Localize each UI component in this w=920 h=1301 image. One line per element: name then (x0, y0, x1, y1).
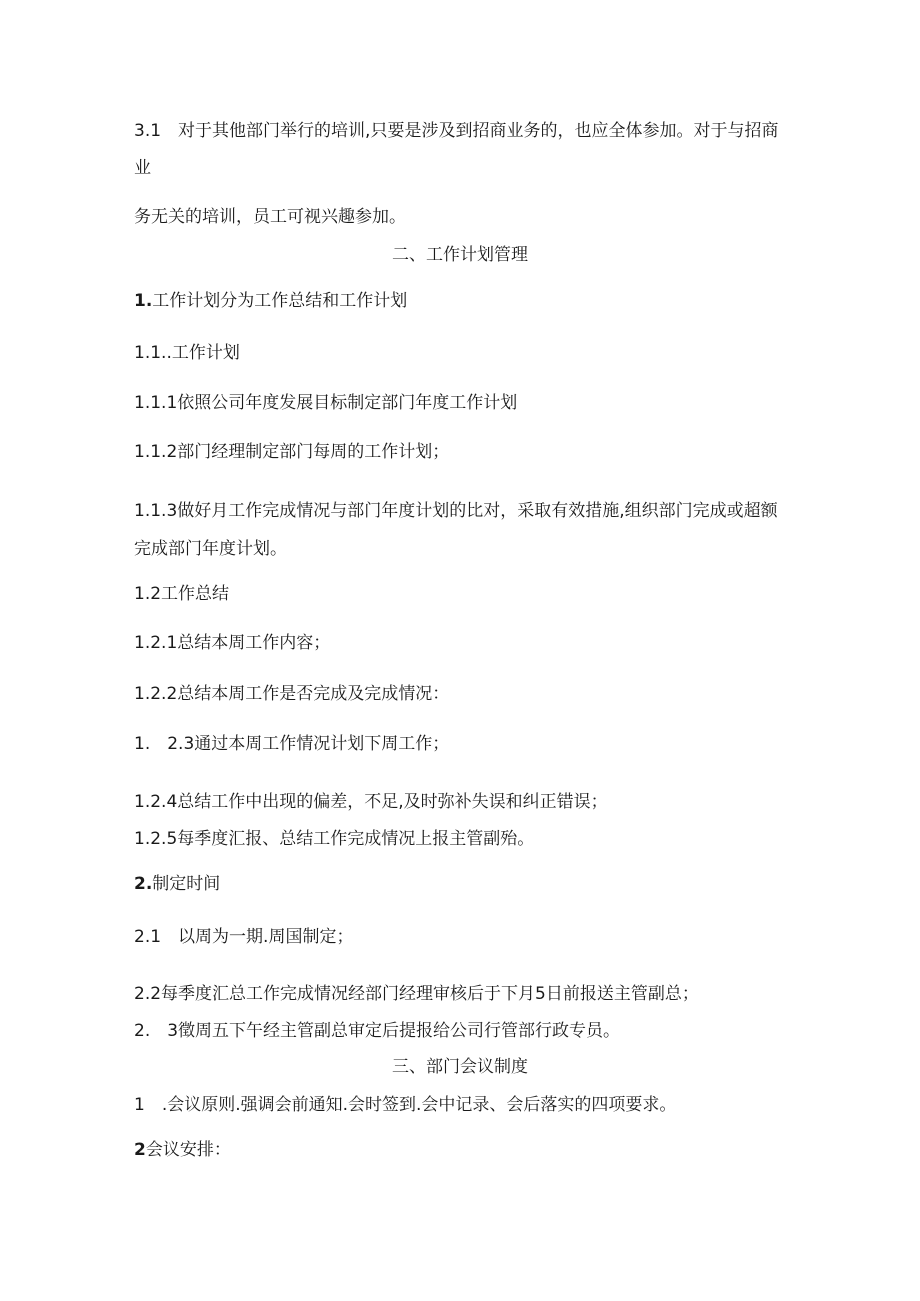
heading-number: 2 (134, 1140, 146, 1160)
heading-text: 工作计划分为工作总结和工作计划 (152, 291, 408, 311)
paragraph-line: 1.1.3做好月工作完成情况与部门年度计划的比对，采取有效措施,组织部门完成或超额 (134, 501, 778, 521)
paragraph-line: 2.1 以周为一期.周国制定； (134, 927, 354, 947)
heading-number: 2. (134, 874, 153, 894)
paragraph-line: 1.2.2总结本周工作是否完成及完成情况： (134, 684, 450, 704)
paragraph-line: 1.1.2部门经理制定部门每周的工作计划； (134, 442, 450, 462)
paragraph-line: 3.1 对于其他部门举行的培训,只要是涉及到招商业务的，也应全体参加。对于与招商 (134, 121, 779, 141)
paragraph-line: 1.2.1总结本周工作内容； (134, 633, 331, 653)
numbered-heading (134, 873, 220, 895)
paragraph-line: 2. 3徵周五下午经主管副总审定后提报给公司行管部行政专员。 (134, 1021, 621, 1041)
heading-text: 制定时间 (152, 874, 221, 894)
heading-text: 会议安排： (145, 1140, 231, 1160)
paragraph-line: 1. 2.3通过本周工作情况计划下周工作； (134, 734, 450, 754)
paragraph-line: 务无关的培训，员工可视兴趣参加。 (134, 207, 406, 227)
section-heading: 二、工作计划管理 (392, 245, 528, 265)
paragraph-line: 1.2.4总结工作中出现的偏差，不足,及时弥补失误和纠正错误； (134, 792, 608, 812)
paragraph-line: 1.2工作总结 (134, 584, 230, 604)
heading-number: 1. (134, 291, 153, 311)
numbered-heading (134, 290, 407, 312)
paragraph-line: 1.1.1依照公司年度发展目标制定部门年度工作计划 (134, 393, 518, 413)
paragraph-line: 1 .会议原则.强调会前通知.会时签到.会中记录、会后落实的四项要求。 (134, 1095, 677, 1115)
paragraph-line: 1.1..工作计划 (134, 343, 240, 363)
paragraph-line: 2.2每季度汇总工作完成情况经部门经理审核后于下月5日前报送主管副总； (134, 984, 699, 1004)
paragraph-line: 1.2.5每季度汇报、总结工作完成情况上报主管副殆。 (134, 829, 535, 849)
paragraph-line: 业 (134, 158, 151, 178)
numbered-heading (134, 1139, 231, 1161)
section-heading: 三、部门会议制度 (392, 1057, 528, 1077)
paragraph-line: 完成部门年度计划。 (134, 539, 287, 559)
